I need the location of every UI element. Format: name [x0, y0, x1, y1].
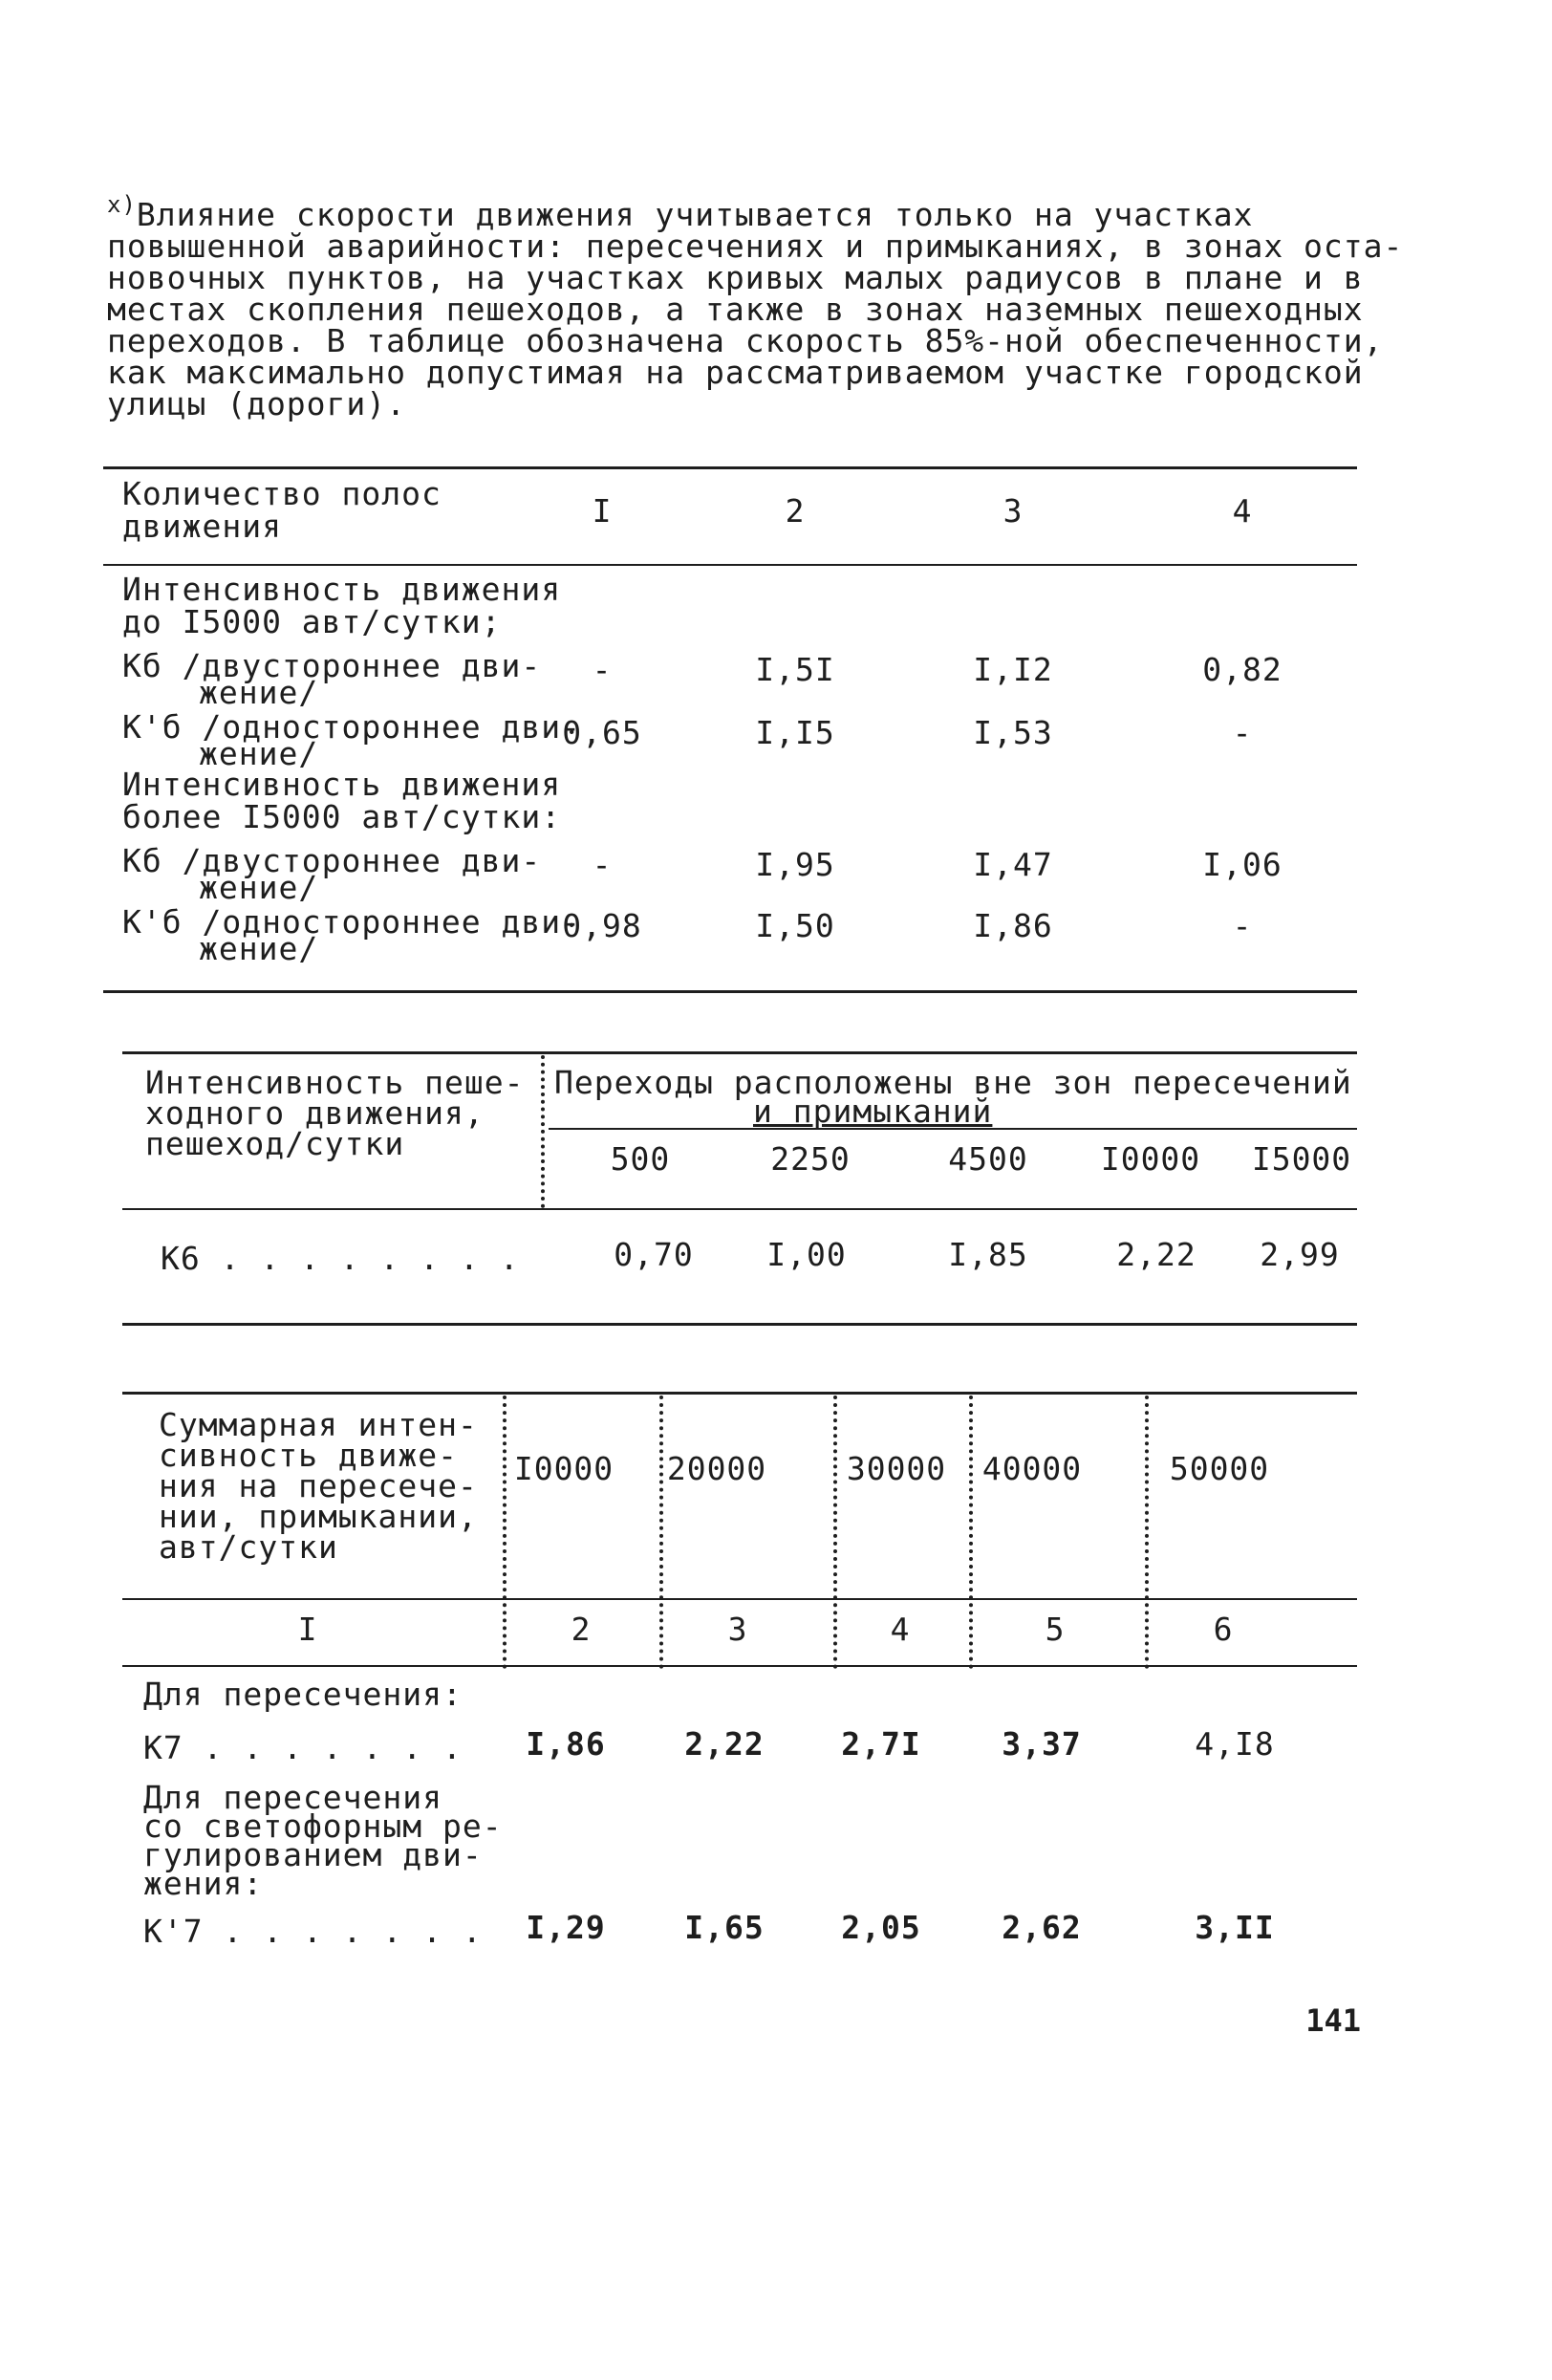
column-number: 3 — [727, 1611, 748, 1648]
row-label: К'7 . . . . . . . — [143, 1913, 483, 1950]
table-rule — [122, 1665, 1357, 1667]
table-cell: - — [1232, 907, 1253, 944]
group-title: Интенсивность движения — [122, 571, 562, 608]
column-number: 2 — [571, 1611, 592, 1648]
table-cell: I,5I — [755, 651, 835, 688]
column-header: 50000 — [1169, 1450, 1270, 1487]
column-divider — [1145, 1396, 1149, 1669]
row-label: К'б /одностороннее дви- — [122, 708, 581, 746]
section-title: Для пересечения — [143, 1779, 443, 1816]
table-cell: - — [592, 846, 613, 883]
table-cell: I,00 — [766, 1236, 847, 1273]
row-label: жение/ — [199, 930, 319, 967]
table-cell: I,65 — [684, 1909, 765, 1946]
column-header: 4500 — [948, 1140, 1028, 1178]
group-header: и примыканий — [753, 1093, 993, 1130]
header-label: ходного движения, — [145, 1094, 485, 1132]
table-cell: 4,I8 — [1195, 1725, 1275, 1763]
table-cell: I,86 — [973, 907, 1053, 944]
table-rule — [103, 990, 1357, 993]
header-label: авт/сутки — [159, 1528, 338, 1566]
group-title: до I5000 авт/сутки; — [122, 603, 502, 640]
column-number: I — [297, 1611, 318, 1648]
table-rule — [122, 1051, 1357, 1054]
table-cell: 3,37 — [1002, 1725, 1082, 1763]
table-cell: I,I5 — [755, 714, 835, 751]
header-label: пешеход/сутки — [145, 1125, 405, 1162]
column-header: 2250 — [770, 1140, 851, 1178]
column-divider — [541, 1055, 545, 1208]
table-cell: I,I2 — [973, 651, 1053, 688]
table-rule — [122, 1598, 1357, 1600]
column-header: I5000 — [1251, 1140, 1352, 1178]
column-header: 40000 — [981, 1450, 1083, 1487]
column-header: 20000 — [666, 1450, 767, 1487]
table-cell: 2,99 — [1260, 1236, 1340, 1273]
column-divider — [659, 1396, 663, 1669]
table-rule — [103, 564, 1357, 566]
header-label: ния на пересече- — [159, 1467, 478, 1504]
footnote — [107, 189, 1404, 422]
row-label: жение/ — [199, 735, 319, 772]
table-rule — [549, 1128, 1357, 1130]
footnote-line: переходов. В таблице обозначена скорость 85%-ной обеспеченности, — [107, 322, 1384, 359]
header-label: движения — [122, 508, 282, 545]
group-title: Интенсивность движения — [122, 766, 562, 803]
footnote-line: местах скопления пешеходов, а также в зонах наземных пешеходных — [107, 291, 1364, 328]
footnote-line: $^{х)}$Влияние скорости движения учитывается только на участках — [107, 191, 1254, 233]
row-label: Кб /двустороннее дви- — [122, 842, 542, 879]
column-header: 2 — [785, 492, 806, 530]
footnote-line: улицы (дороги). — [107, 385, 407, 422]
column-header: I0000 — [513, 1450, 614, 1487]
table-cell: - — [1232, 714, 1253, 751]
section-title: гулированием дви- — [143, 1836, 483, 1873]
table-cell: 0,98 — [562, 907, 642, 944]
table-rule — [122, 1208, 1357, 1210]
table-cell: I,06 — [1202, 846, 1283, 883]
header-label: Интенсивность пеше- — [145, 1064, 525, 1101]
column-header: 500 — [610, 1140, 671, 1178]
table-cell: 3,II — [1195, 1909, 1275, 1946]
footnote-line: новочных пунктов, на участках кривых малых радиусов в плане и в — [107, 259, 1364, 296]
page-number: 141 — [1305, 2002, 1361, 2039]
column-header: 4 — [1232, 492, 1253, 530]
table-cell: I,86 — [526, 1725, 606, 1763]
column-header: 3 — [1002, 492, 1024, 530]
table-rule — [122, 1392, 1357, 1395]
table-cell: I,95 — [755, 846, 835, 883]
table-cell: 2,7I — [841, 1725, 921, 1763]
table-cell: I,29 — [526, 1909, 606, 1946]
table-cell: 2,62 — [1002, 1909, 1082, 1946]
section-title: со светофорным ре- — [143, 1807, 503, 1845]
section-title: жения: — [143, 1865, 264, 1902]
group-header: Переходы расположены вне зон пересечений — [554, 1064, 1352, 1101]
header-label: нии, примыкании, — [159, 1498, 478, 1535]
table-rule — [122, 1323, 1357, 1326]
footnote-line: повышенной аварийности: пересечениях и примыканиях, в зонах оста- — [107, 227, 1404, 265]
table-cell: I,53 — [973, 714, 1053, 751]
column-number: 4 — [890, 1611, 911, 1648]
table-cell: I,47 — [973, 846, 1053, 883]
header-label: Суммарная интен- — [159, 1406, 478, 1443]
row-label: жение/ — [199, 869, 319, 906]
column-header: I — [592, 492, 613, 530]
column-header: I0000 — [1100, 1140, 1201, 1178]
footnote-marker: х) — [107, 191, 137, 218]
column-divider — [503, 1396, 507, 1669]
row-label: К7 . . . . . . . — [143, 1729, 463, 1766]
row-label: К'б /одностороннее дви- — [122, 903, 581, 941]
table-rule — [103, 466, 1357, 469]
footnote-line: как максимально допустимая на рассматриваемом участке городской — [107, 354, 1364, 391]
table-cell: 0,82 — [1202, 651, 1283, 688]
row-label: К6 . . . . . . . . — [161, 1240, 520, 1277]
section-title: Для пересечения: — [143, 1676, 463, 1713]
header-label: Количество полос — [122, 475, 442, 512]
table-cell: 2,22 — [684, 1725, 765, 1763]
table-cell: I,50 — [755, 907, 835, 944]
column-divider — [969, 1396, 973, 1669]
table-cell: 2,22 — [1116, 1236, 1196, 1273]
table-cell: I,85 — [948, 1236, 1028, 1273]
table-cell: 0,70 — [614, 1236, 694, 1273]
column-number: 6 — [1213, 1611, 1234, 1648]
row-label: жение/ — [199, 674, 319, 711]
header-label: сивность движе- — [159, 1437, 459, 1474]
group-title: более I5000 авт/сутки: — [122, 798, 562, 835]
column-number: 5 — [1045, 1611, 1066, 1648]
table-cell: 2,05 — [841, 1909, 921, 1946]
column-header: 30000 — [846, 1450, 947, 1487]
table-cell: 0,65 — [562, 714, 642, 751]
table-cell: - — [592, 651, 613, 688]
row-label: Кб /двустороннее дви- — [122, 647, 542, 684]
